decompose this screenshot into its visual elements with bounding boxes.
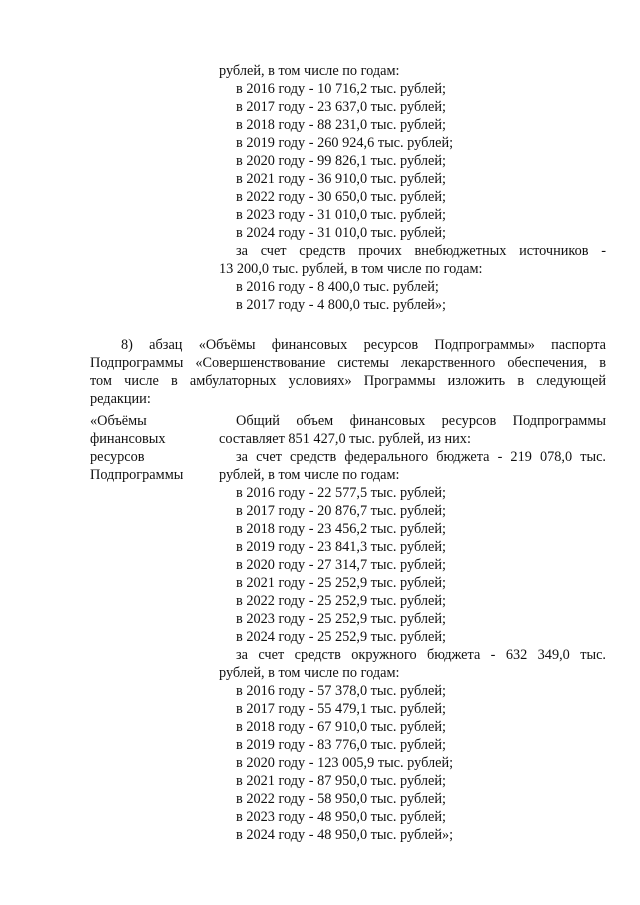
federal-year-line: в 2017 году - 20 876,7 тыс. рублей; — [236, 503, 446, 519]
total-line-2: составляет 851 427,0 тыс. рублей, из них: — [219, 431, 471, 447]
other-year-line: в 2017 году - 4 800,0 тыс. рублей»; — [236, 297, 446, 313]
other-year-line: в 2016 году - 8 400,0 тыс. рублей; — [236, 279, 439, 295]
federal-year-line: в 2024 году - 25 252,9 тыс. рублей; — [236, 629, 446, 645]
other-sources-line-1: за счет средств прочих внебюджетных источников - — [236, 243, 606, 259]
other-sources-line-2: 13 200,0 тыс. рублей, в том числе по годам: — [219, 261, 483, 277]
district-year-line: в 2023 году - 48 950,0 тыс. рублей; — [236, 809, 446, 825]
federal-year-line: в 2022 году - 25 252,9 тыс. рублей; — [236, 593, 446, 609]
top-lead-line: рублей, в том числе по годам: — [219, 63, 400, 79]
top-year-line: в 2016 году - 10 716,2 тыс. рублей; — [236, 81, 446, 97]
federal-year-line: в 2021 году - 25 252,9 тыс. рублей; — [236, 575, 446, 591]
district-year-line: в 2024 году - 48 950,0 тыс. рублей»; — [236, 827, 454, 843]
federal-line-1: за счет средств федерального бюджета - 219 078,0 тыс. — [236, 449, 606, 465]
federal-year-line: в 2018 году - 23 456,2 тыс. рублей; — [236, 521, 446, 537]
paragraph-8-line-2: Подпрограммы «Совершенствование системы лекарственного обеспечения, в — [90, 355, 606, 371]
top-year-line: в 2018 году - 88 231,0 тыс. рублей; — [236, 117, 446, 133]
total-line-1: Общий объем финансовых ресурсов Подпрограммы — [236, 413, 606, 429]
top-year-line: в 2021 году - 36 910,0 тыс. рублей; — [236, 171, 446, 187]
top-year-line: в 2020 году - 99 826,1 тыс. рублей; — [236, 153, 446, 169]
table-label-line: «Объёмы — [90, 413, 147, 429]
top-year-line: в 2024 году - 31 010,0 тыс. рублей; — [236, 225, 446, 241]
district-year-line: в 2016 году - 57 378,0 тыс. рублей; — [236, 683, 446, 699]
table-label-line: Подпрограммы — [90, 467, 184, 483]
top-year-line: в 2022 году - 30 650,0 тыс. рублей; — [236, 189, 446, 205]
table-label-line: финансовых — [90, 431, 166, 447]
district-year-line: в 2022 году - 58 950,0 тыс. рублей; — [236, 791, 446, 807]
top-year-line: в 2023 году - 31 010,0 тыс. рублей; — [236, 207, 446, 223]
table-label-line: ресурсов — [90, 449, 145, 465]
paragraph-8-line-4: редакции: — [90, 391, 151, 407]
top-year-line: в 2019 году - 260 924,6 тыс. рублей; — [236, 135, 454, 151]
district-year-line: в 2020 году - 123 005,9 тыс. рублей; — [236, 755, 454, 771]
federal-year-line: в 2019 году - 23 841,3 тыс. рублей; — [236, 539, 446, 555]
federal-line-2: рублей, в том числе по годам: — [219, 467, 400, 483]
federal-year-line: в 2016 году - 22 577,5 тыс. рублей; — [236, 485, 446, 501]
federal-year-line: в 2023 году - 25 252,9 тыс. рублей; — [236, 611, 446, 627]
district-year-line: в 2018 году - 67 910,0 тыс. рублей; — [236, 719, 446, 735]
district-year-line: в 2017 году - 55 479,1 тыс. рублей; — [236, 701, 446, 717]
district-line-1: за счет средств окружного бюджета - 632 349,0 тыс. — [236, 647, 606, 663]
paragraph-8-line-3: том числе в амбулаторных условиях» Программы изложить в следующей — [90, 373, 606, 389]
top-year-line: в 2017 году - 23 637,0 тыс. рублей; — [236, 99, 446, 115]
federal-year-line: в 2020 году - 27 314,7 тыс. рублей; — [236, 557, 446, 573]
district-year-line: в 2019 году - 83 776,0 тыс. рублей; — [236, 737, 446, 753]
district-year-line: в 2021 году - 87 950,0 тыс. рублей; — [236, 773, 446, 789]
district-line-2: рублей, в том числе по годам: — [219, 665, 400, 681]
paragraph-8-line-1: 8) абзац «Объёмы финансовых ресурсов Подпрограммы» паспорта — [121, 337, 606, 353]
